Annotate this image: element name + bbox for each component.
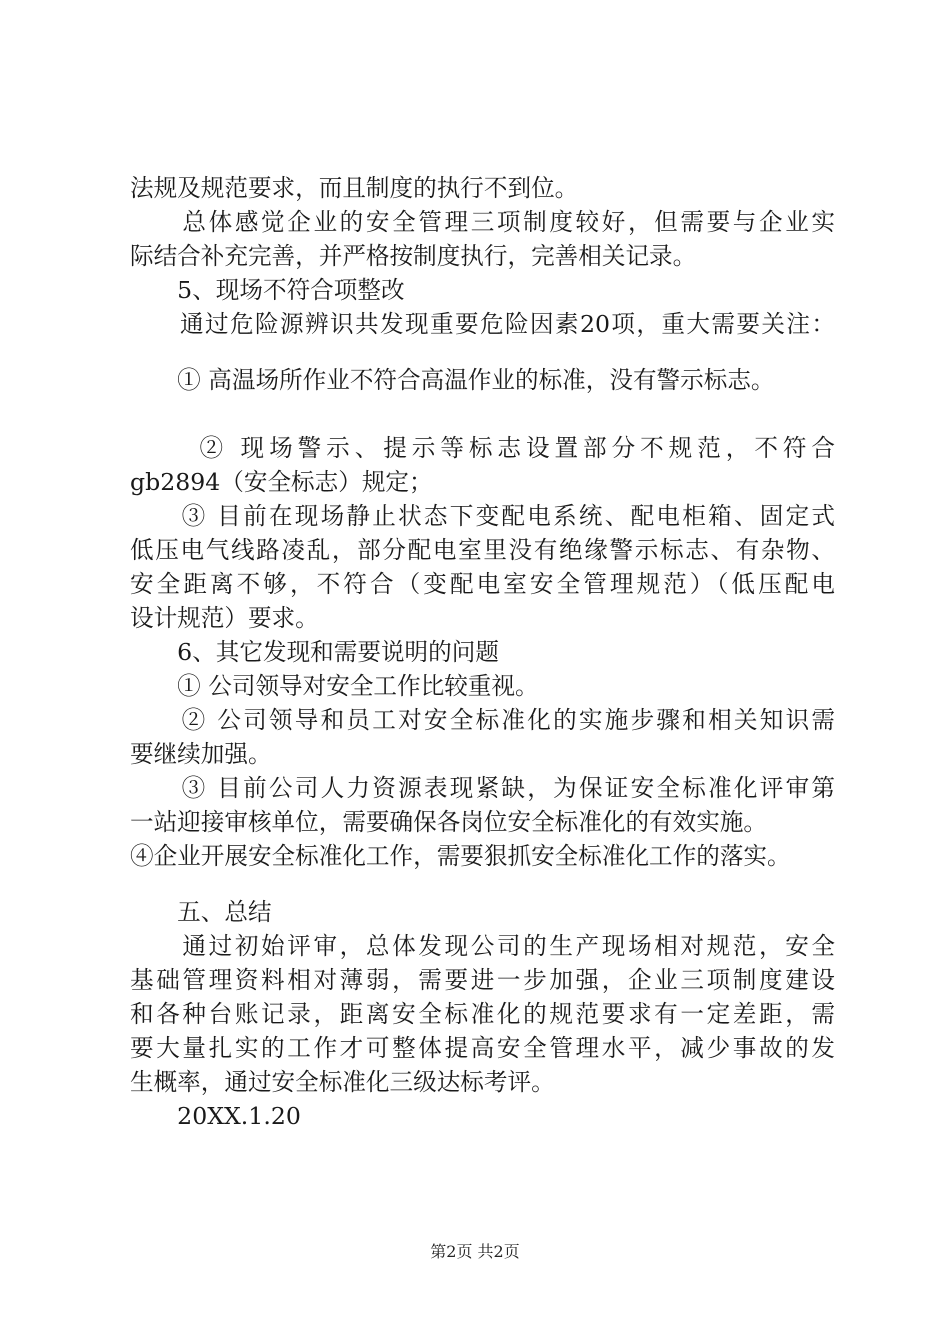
paragraph-line: 总体感觉企业的安全管理三项制度较好，但需要与企业实 <box>130 208 835 236</box>
paragraph-line: 通过初始评审，总体发现公司的生产现场相对规范，安全 <box>130 932 835 960</box>
list-item: ② 公司领导和员工对安全标准化的实施步骤和相关知识需 <box>130 706 835 734</box>
paragraph-line: 生概率，通过安全标准化三级达标考评。 <box>130 1068 555 1096</box>
paragraph-line: 一站迎接审核单位，需要确保各岗位安全标准化的有效实施。 <box>130 808 768 836</box>
list-item: ④企业开展安全标准化工作，需要狠抓安全标准化工作的落实。 <box>130 842 791 870</box>
paragraph-line: 要继续加强。 <box>130 740 272 768</box>
list-item: ③ 目前公司人力资源表现紧缺，为保证安全标准化评审第 <box>130 774 835 802</box>
paragraph-line: 低压电气线路凌乱，部分配电室里没有绝缘警示标志、有杂物、 <box>130 536 835 564</box>
paragraph-line: 法规及规范要求，而且制度的执行不到位。 <box>130 174 579 202</box>
document-date: 20XX.1.20 <box>130 1102 301 1130</box>
page-footer: 第2页 共2页 <box>430 1242 520 1261</box>
list-item: ② 现场警示、提示等标志设置部分不规范，不符合 <box>130 434 835 462</box>
list-item: ③ 目前在现场静止状态下变配电系统、配电柜箱、固定式 <box>130 502 835 530</box>
blank-line <box>130 397 835 431</box>
paragraph-line: 基础管理资料相对薄弱，需要进一步加强，企业三项制度建设 <box>130 966 835 994</box>
section-heading: 6、其它发现和需要说明的问题 <box>130 638 499 666</box>
paragraph-line: 通过危险源辨识共发现重要危险因素20项，重大需要关注： <box>130 310 835 338</box>
list-item: ① 公司领导对安全工作比较重视。 <box>130 672 539 700</box>
blank-line <box>130 341 835 363</box>
document-body <box>130 171 835 1133</box>
paragraph-line: 和各种台账记录，距离安全标准化的规范要求有一定差距，需 <box>130 1000 835 1028</box>
paragraph-line: 要大量扎实的工作才可整体提高安全管理水平，减少事故的发 <box>130 1034 835 1062</box>
section-heading: 5、现场不符合项整改 <box>130 276 405 304</box>
section-heading: 五、总结 <box>130 898 272 926</box>
list-item: ① 高温场所作业不符合高温作业的标准，没有警示标志。 <box>130 366 775 394</box>
paragraph-line: 安全距离不够，不符合（变配电室安全管理规范）（低压配电 <box>130 570 835 598</box>
paragraph-line: 际结合补充完善，并严格按制度执行，完善相关记录。 <box>130 242 697 270</box>
blank-line <box>130 873 835 895</box>
paragraph-line: 设计规范）要求。 <box>130 604 319 632</box>
paragraph-line: gb2894（安全标志）规定； <box>130 468 433 496</box>
